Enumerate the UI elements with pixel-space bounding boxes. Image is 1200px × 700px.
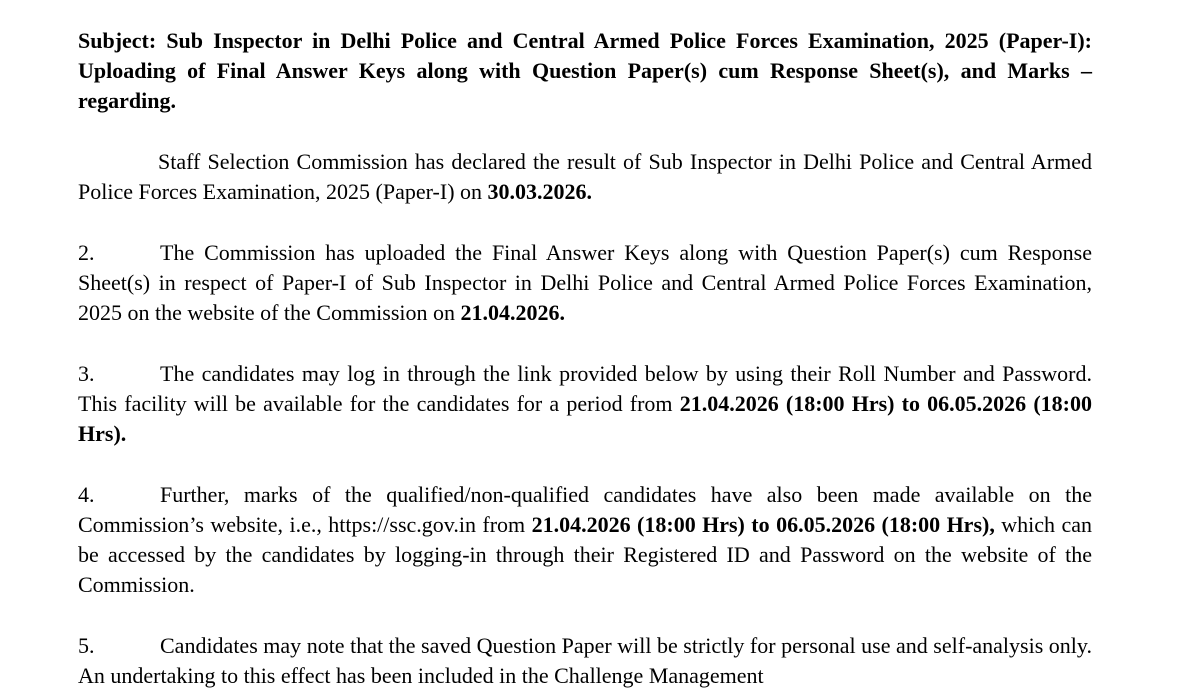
bold-date-run: 21.04.2026. [460, 300, 566, 325]
text-run: Staff Selection Commission has declared the result of Sub Inspector in Delhi Police and Central Armed Police Forces Examination, 2025 (Paper-I) on [78, 149, 1092, 204]
paragraph-marks-availability [78, 480, 1092, 600]
paragraph-question-paper-usage [78, 631, 1092, 691]
bold-date-range-run: 21.04.2026 (18:00 Hrs) to 06.05.2026 (18:00 Hrs). [78, 391, 1092, 446]
paragraph-number: 3. [78, 361, 95, 386]
subject-heading [78, 26, 1092, 116]
paragraph-number: 2. [78, 240, 95, 265]
text-run: Candidates may note that the saved Question Paper will be strictly for personal use and self-analysis only. An undertaking to this effect has been included in the Challenge Management [78, 633, 1092, 688]
text-run: which can be accessed by the candidates by logging-in through their Registered ID and Password on the website of the Commission. [78, 512, 1092, 597]
bold-date-range-run: 21.04.2026 (18:00 Hrs) to 06.05.2026 (18:00 Hrs), [531, 512, 995, 537]
paragraph-login-window [78, 359, 1092, 449]
paragraph-answer-keys-uploaded [78, 238, 1092, 328]
bold-date-run: 30.03.2026. [487, 179, 593, 204]
text-run: The Commission has uploaded the Final Answer Keys along with Question Paper(s) cum Response Sheet(s) in respect of Paper-I of Sub Inspector in Delhi Police and Central Armed Police Forces Examination, 2025 on the website of the Commission on [78, 240, 1092, 325]
subject-heading-text: Subject: Sub Inspector in Delhi Police and Central Armed Police Forces Examination, 2025 (Paper-I): Uploading of Final Answer Keys along with Question Paper(s) cum Response Sheet(s), and Marks – regarding. [78, 28, 1092, 113]
paragraph-number: 4. [78, 482, 95, 507]
text-run: The candidates may log in through the link provided below by using their Roll Number and Password. This facility will be available for the candidates for a period from [78, 361, 1092, 416]
paragraph-result-declared [78, 147, 1092, 207]
paragraph-number: 5. [78, 633, 95, 658]
text-run: Further, marks of the qualified/non-qualified candidates have also been made available on the Commission’s website, i.e., https://ssc.gov.in from [78, 482, 1092, 537]
